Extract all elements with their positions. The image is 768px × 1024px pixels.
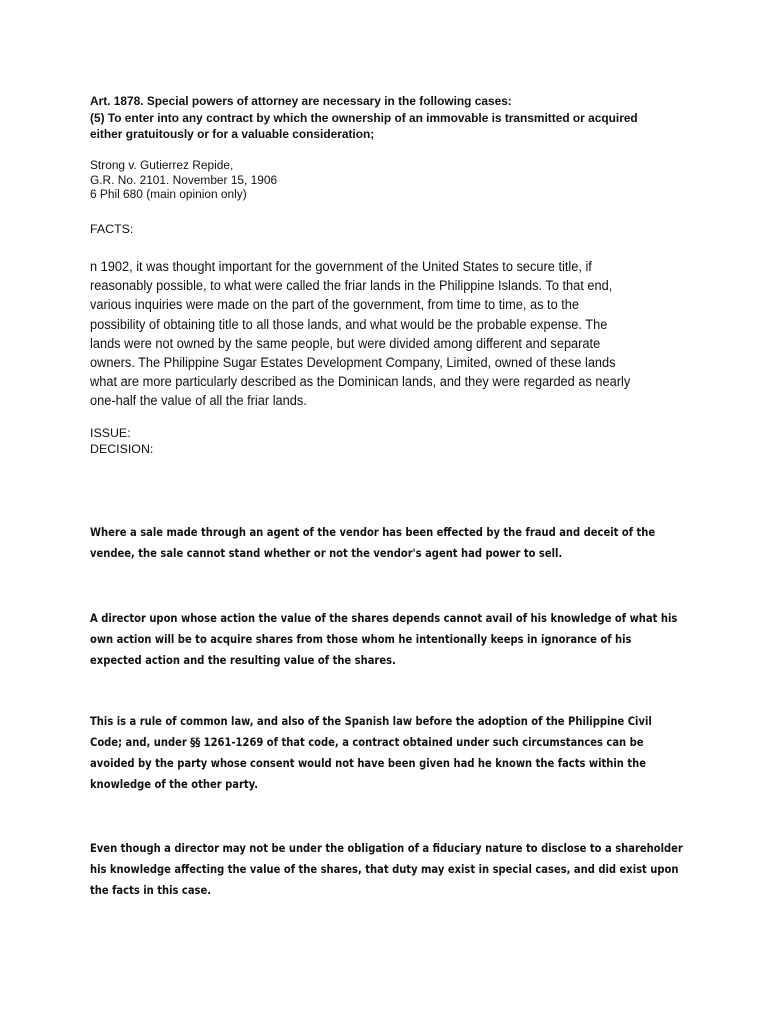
paragraph-line: Code; and, under §§ 1261-1269 of that code, a contract obtained under such circumstances can be [90, 735, 644, 749]
issue-decision-labels [90, 425, 153, 457]
facts-line: one-half the value of all the friar lands. [90, 393, 307, 409]
decision-paragraph [90, 838, 683, 901]
case-title: Strong v. Gutierrez Repide, [90, 158, 234, 172]
facts-line: possibility of obtaining title to all those lands, and what would be the probable expense. The [90, 316, 608, 332]
decision-paragraph [90, 522, 655, 564]
article-heading-line: Art. 1878. Special powers of attorney are necessary in the following cases: [90, 94, 512, 108]
paragraph-line: This is a rule of common law, and also of the Spanish law before the adoption of the Philippine Civil [90, 714, 652, 728]
case-citation [90, 158, 277, 202]
facts-label: FACTS: [90, 222, 134, 236]
paragraph-line: expected action and the resulting value of the shares. [90, 653, 396, 667]
paragraph-line: Even though a director may not be under the obligation of a fiduciary nature to disclose to a shareholder [90, 841, 683, 855]
paragraph-line: avoided by the party whose consent would not have been given had he known the facts within the [90, 756, 646, 770]
facts-line: various inquiries were made on the part of the government, from time to time, as to the [90, 297, 580, 313]
paragraph-line: A director upon whose action the value of the shares depends cannot avail of his knowledge of what his [90, 611, 678, 625]
decision-label: DECISION: [90, 442, 154, 456]
paragraph-line: the facts in this case. [90, 883, 212, 897]
facts-line: owners. The Philippine Sugar Estates Development Company, Limited, owned of these lands [90, 355, 616, 371]
article-heading [90, 93, 666, 143]
facts-line: n 1902, it was thought important for the government of the United States to secure title, if [90, 259, 592, 274]
paragraph-line: Where a sale made through an agent of the vendor has been effected by the fraud and deceit of the [90, 525, 656, 539]
article-heading-line: either gratuitously or for a valuable consideration; [90, 127, 375, 141]
facts-text [90, 257, 630, 411]
article-heading-line: (5) To enter into any contract by which the ownership of an immovable is transmitted or acquired [90, 110, 638, 125]
case-reporter: 6 Phil 680 (main opinion only) [90, 187, 247, 201]
decision-paragraph [90, 711, 652, 795]
facts-line: reasonably possible, to what were called the friar lands in the Philippine Islands. To that end, [90, 278, 613, 294]
paragraph-line: knowledge of the other party. [90, 777, 259, 791]
paragraph-line: own action will be to acquire shares from those whom he intentionally keeps in ignorance of his [90, 632, 632, 646]
facts-line: what are more particularly described as the Dominican lands, and they were regarded as nearly [90, 374, 631, 390]
case-number-date: G.R. No. 2101. November 15, 1906 [90, 172, 278, 187]
paragraph-line: vendee, the sale cannot stand whether or not the vendor's agent had power to sell. [90, 546, 563, 560]
decision-paragraph [90, 608, 677, 671]
facts-line: lands were not owned by the same people, but were divided among different and separate [90, 335, 601, 351]
issue-label: ISSUE: [90, 426, 131, 440]
paragraph-line: his knowledge affecting the value of the shares, that duty may exist in special cases, and did exist upon [90, 862, 679, 876]
